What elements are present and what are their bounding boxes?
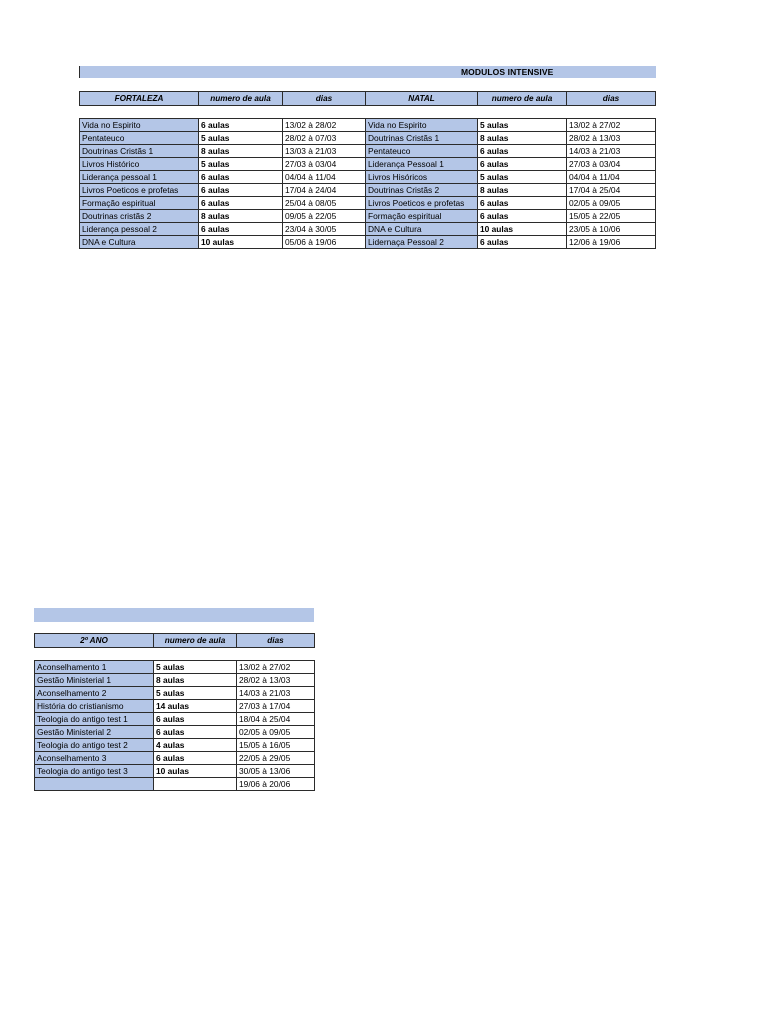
natal-module: Formação espiritual: [366, 210, 478, 223]
natal-aulas: 5 aulas: [478, 171, 567, 184]
second-year-header: [34, 633, 315, 648]
natal-dias: 12/06 à 19/06: [567, 236, 656, 249]
header-ano: 2º ANO: [35, 634, 154, 648]
fortaleza-dias: 28/02 à 07/03: [283, 132, 366, 145]
table-row: [35, 687, 315, 700]
module-dias: 14/03 à 21/03: [237, 687, 315, 700]
table-row: [35, 661, 315, 674]
natal-aulas: 5 aulas: [478, 119, 567, 132]
natal-dias: 04/04 à 11/04: [567, 171, 656, 184]
table-row: [35, 739, 315, 752]
header-numero-aula: numero de aula: [154, 634, 237, 648]
table-row: [80, 184, 656, 197]
natal-dias: 17/04 à 25/04: [567, 184, 656, 197]
module-name: [35, 778, 154, 791]
fortaleza-module: Livros Poeticos e profetas: [80, 184, 199, 197]
header-natal: NATAL: [366, 92, 478, 106]
natal-dias: 13/02 à 27/02: [567, 119, 656, 132]
module-aulas: 4 aulas: [154, 739, 237, 752]
module-name: História do cristianismo: [35, 700, 154, 713]
module-aulas: [154, 778, 237, 791]
natal-module: Livros Poeticos e profetas: [366, 197, 478, 210]
fortaleza-aulas: 6 aulas: [199, 171, 283, 184]
natal-module: Lidernaça Pessoal 2: [366, 236, 478, 249]
fortaleza-module: DNA e Cultura: [80, 236, 199, 249]
fortaleza-aulas: 6 aulas: [199, 223, 283, 236]
module-name: Aconselhamento 1: [35, 661, 154, 674]
fortaleza-module: Pentateuco: [80, 132, 199, 145]
module-aulas: 10 aulas: [154, 765, 237, 778]
module-aulas: 5 aulas: [154, 661, 237, 674]
table-row: [80, 171, 656, 184]
table-row: [35, 674, 315, 687]
natal-module: Livros Hisóricos: [366, 171, 478, 184]
natal-module: Vida no Espirito: [366, 119, 478, 132]
natal-aulas: 6 aulas: [478, 145, 567, 158]
module-dias: 18/04 à 25/04: [237, 713, 315, 726]
header-dias: dias: [567, 92, 656, 106]
second-year-header-row: [35, 634, 315, 648]
module-dias: 28/02 à 13/03: [237, 674, 315, 687]
table-row: [80, 197, 656, 210]
module-name: Gestão Ministerial 1: [35, 674, 154, 687]
table-row: [35, 700, 315, 713]
natal-aulas: 6 aulas: [478, 210, 567, 223]
fortaleza-dias: 09/05 à 22/05: [283, 210, 366, 223]
fortaleza-module: Liderança pessoal 1: [80, 171, 199, 184]
module-aulas: 6 aulas: [154, 726, 237, 739]
table-row: [80, 210, 656, 223]
intensive-header-row: [80, 92, 656, 106]
natal-dias: 02/05 à 09/05: [567, 197, 656, 210]
module-dias: 30/05 à 13/06: [237, 765, 315, 778]
table-row: [80, 145, 656, 158]
table-row: [80, 119, 656, 132]
table-row: [80, 132, 656, 145]
module-dias: 15/05 à 16/05: [237, 739, 315, 752]
fortaleza-aulas: 8 aulas: [199, 145, 283, 158]
fortaleza-dias: 23/04 à 30/05: [283, 223, 366, 236]
header-dias: dias: [283, 92, 366, 106]
natal-aulas: 8 aulas: [478, 184, 567, 197]
table-row: [80, 158, 656, 171]
intensive-title: MODULOS INTENSIVE: [461, 67, 554, 77]
module-dias: 13/02 à 27/02: [237, 661, 315, 674]
intensive-title-bar: [79, 66, 656, 78]
natal-module: Doutrinas Cristãs 1: [366, 132, 478, 145]
natal-dias: 28/02 à 13/03: [567, 132, 656, 145]
natal-dias: 15/05 à 22/05: [567, 210, 656, 223]
fortaleza-aulas: 6 aulas: [199, 184, 283, 197]
fortaleza-aulas: 6 aulas: [199, 197, 283, 210]
header-numero-aula: numero de aula: [199, 92, 283, 106]
table-row: [35, 726, 315, 739]
table-row: [35, 752, 315, 765]
second-year-title-bar: [34, 608, 314, 622]
header-dias: dias: [237, 634, 315, 648]
fortaleza-module: Liderança pessoal 2: [80, 223, 199, 236]
fortaleza-dias: 04/04 à 11/04: [283, 171, 366, 184]
natal-dias: 14/03 à 21/03: [567, 145, 656, 158]
module-name: Aconselhamento 2: [35, 687, 154, 700]
fortaleza-dias: 05/06 à 19/06: [283, 236, 366, 249]
natal-aulas: 10 aulas: [478, 223, 567, 236]
module-dias: 22/05 à 29/05: [237, 752, 315, 765]
fortaleza-module: Doutrinas cristãs 2: [80, 210, 199, 223]
second-year-table: [34, 660, 315, 791]
natal-module: DNA e Cultura: [366, 223, 478, 236]
module-aulas: 6 aulas: [154, 713, 237, 726]
fortaleza-dias: 25/04 à 08/05: [283, 197, 366, 210]
fortaleza-aulas: 5 aulas: [199, 132, 283, 145]
module-aulas: 14 aulas: [154, 700, 237, 713]
intensive-header: [79, 91, 656, 106]
table-row: [35, 765, 315, 778]
module-dias: 27/03 à 17/04: [237, 700, 315, 713]
fortaleza-dias: 13/03 à 21/03: [283, 145, 366, 158]
natal-aulas: 6 aulas: [478, 197, 567, 210]
table-row: [80, 223, 656, 236]
fortaleza-module: Doutrinas Cristãs 1: [80, 145, 199, 158]
module-name: Teologia do antigo test 3: [35, 765, 154, 778]
module-aulas: 8 aulas: [154, 674, 237, 687]
natal-dias: 27/03 à 03/04: [567, 158, 656, 171]
intensive-table: [79, 118, 656, 249]
fortaleza-aulas: 5 aulas: [199, 158, 283, 171]
module-name: Teologia do antigo test 2: [35, 739, 154, 752]
natal-module: Pentateuco: [366, 145, 478, 158]
module-dias: 19/06 à 20/06: [237, 778, 315, 791]
natal-module: Liderança Pessoal 1: [366, 158, 478, 171]
fortaleza-module: Formação espiritual: [80, 197, 199, 210]
fortaleza-module: Vida no Espirito: [80, 119, 199, 132]
natal-module: Doutrinas Cristãs 2: [366, 184, 478, 197]
fortaleza-aulas: 6 aulas: [199, 119, 283, 132]
table-row: [35, 778, 315, 791]
fortaleza-dias: 27/03 à 03/04: [283, 158, 366, 171]
module-name: Teologia do antigo test 1: [35, 713, 154, 726]
natal-dias: 23/05 à 10/06: [567, 223, 656, 236]
module-aulas: 5 aulas: [154, 687, 237, 700]
header-numero-aula: numero de aula: [478, 92, 567, 106]
natal-aulas: 8 aulas: [478, 132, 567, 145]
fortaleza-aulas: 10 aulas: [199, 236, 283, 249]
table-row: [35, 713, 315, 726]
natal-aulas: 6 aulas: [478, 236, 567, 249]
module-dias: 02/05 à 09/05: [237, 726, 315, 739]
fortaleza-dias: 13/02 à 28/02: [283, 119, 366, 132]
module-name: Aconselhamento 3: [35, 752, 154, 765]
fortaleza-aulas: 8 aulas: [199, 210, 283, 223]
header-fortaleza: FORTALEZA: [80, 92, 199, 106]
module-aulas: 6 aulas: [154, 752, 237, 765]
module-name: Gestão Ministerial 2: [35, 726, 154, 739]
table-row: [80, 236, 656, 249]
natal-aulas: 6 aulas: [478, 158, 567, 171]
fortaleza-dias: 17/04 à 24/04: [283, 184, 366, 197]
fortaleza-module: Livros Histórico: [80, 158, 199, 171]
